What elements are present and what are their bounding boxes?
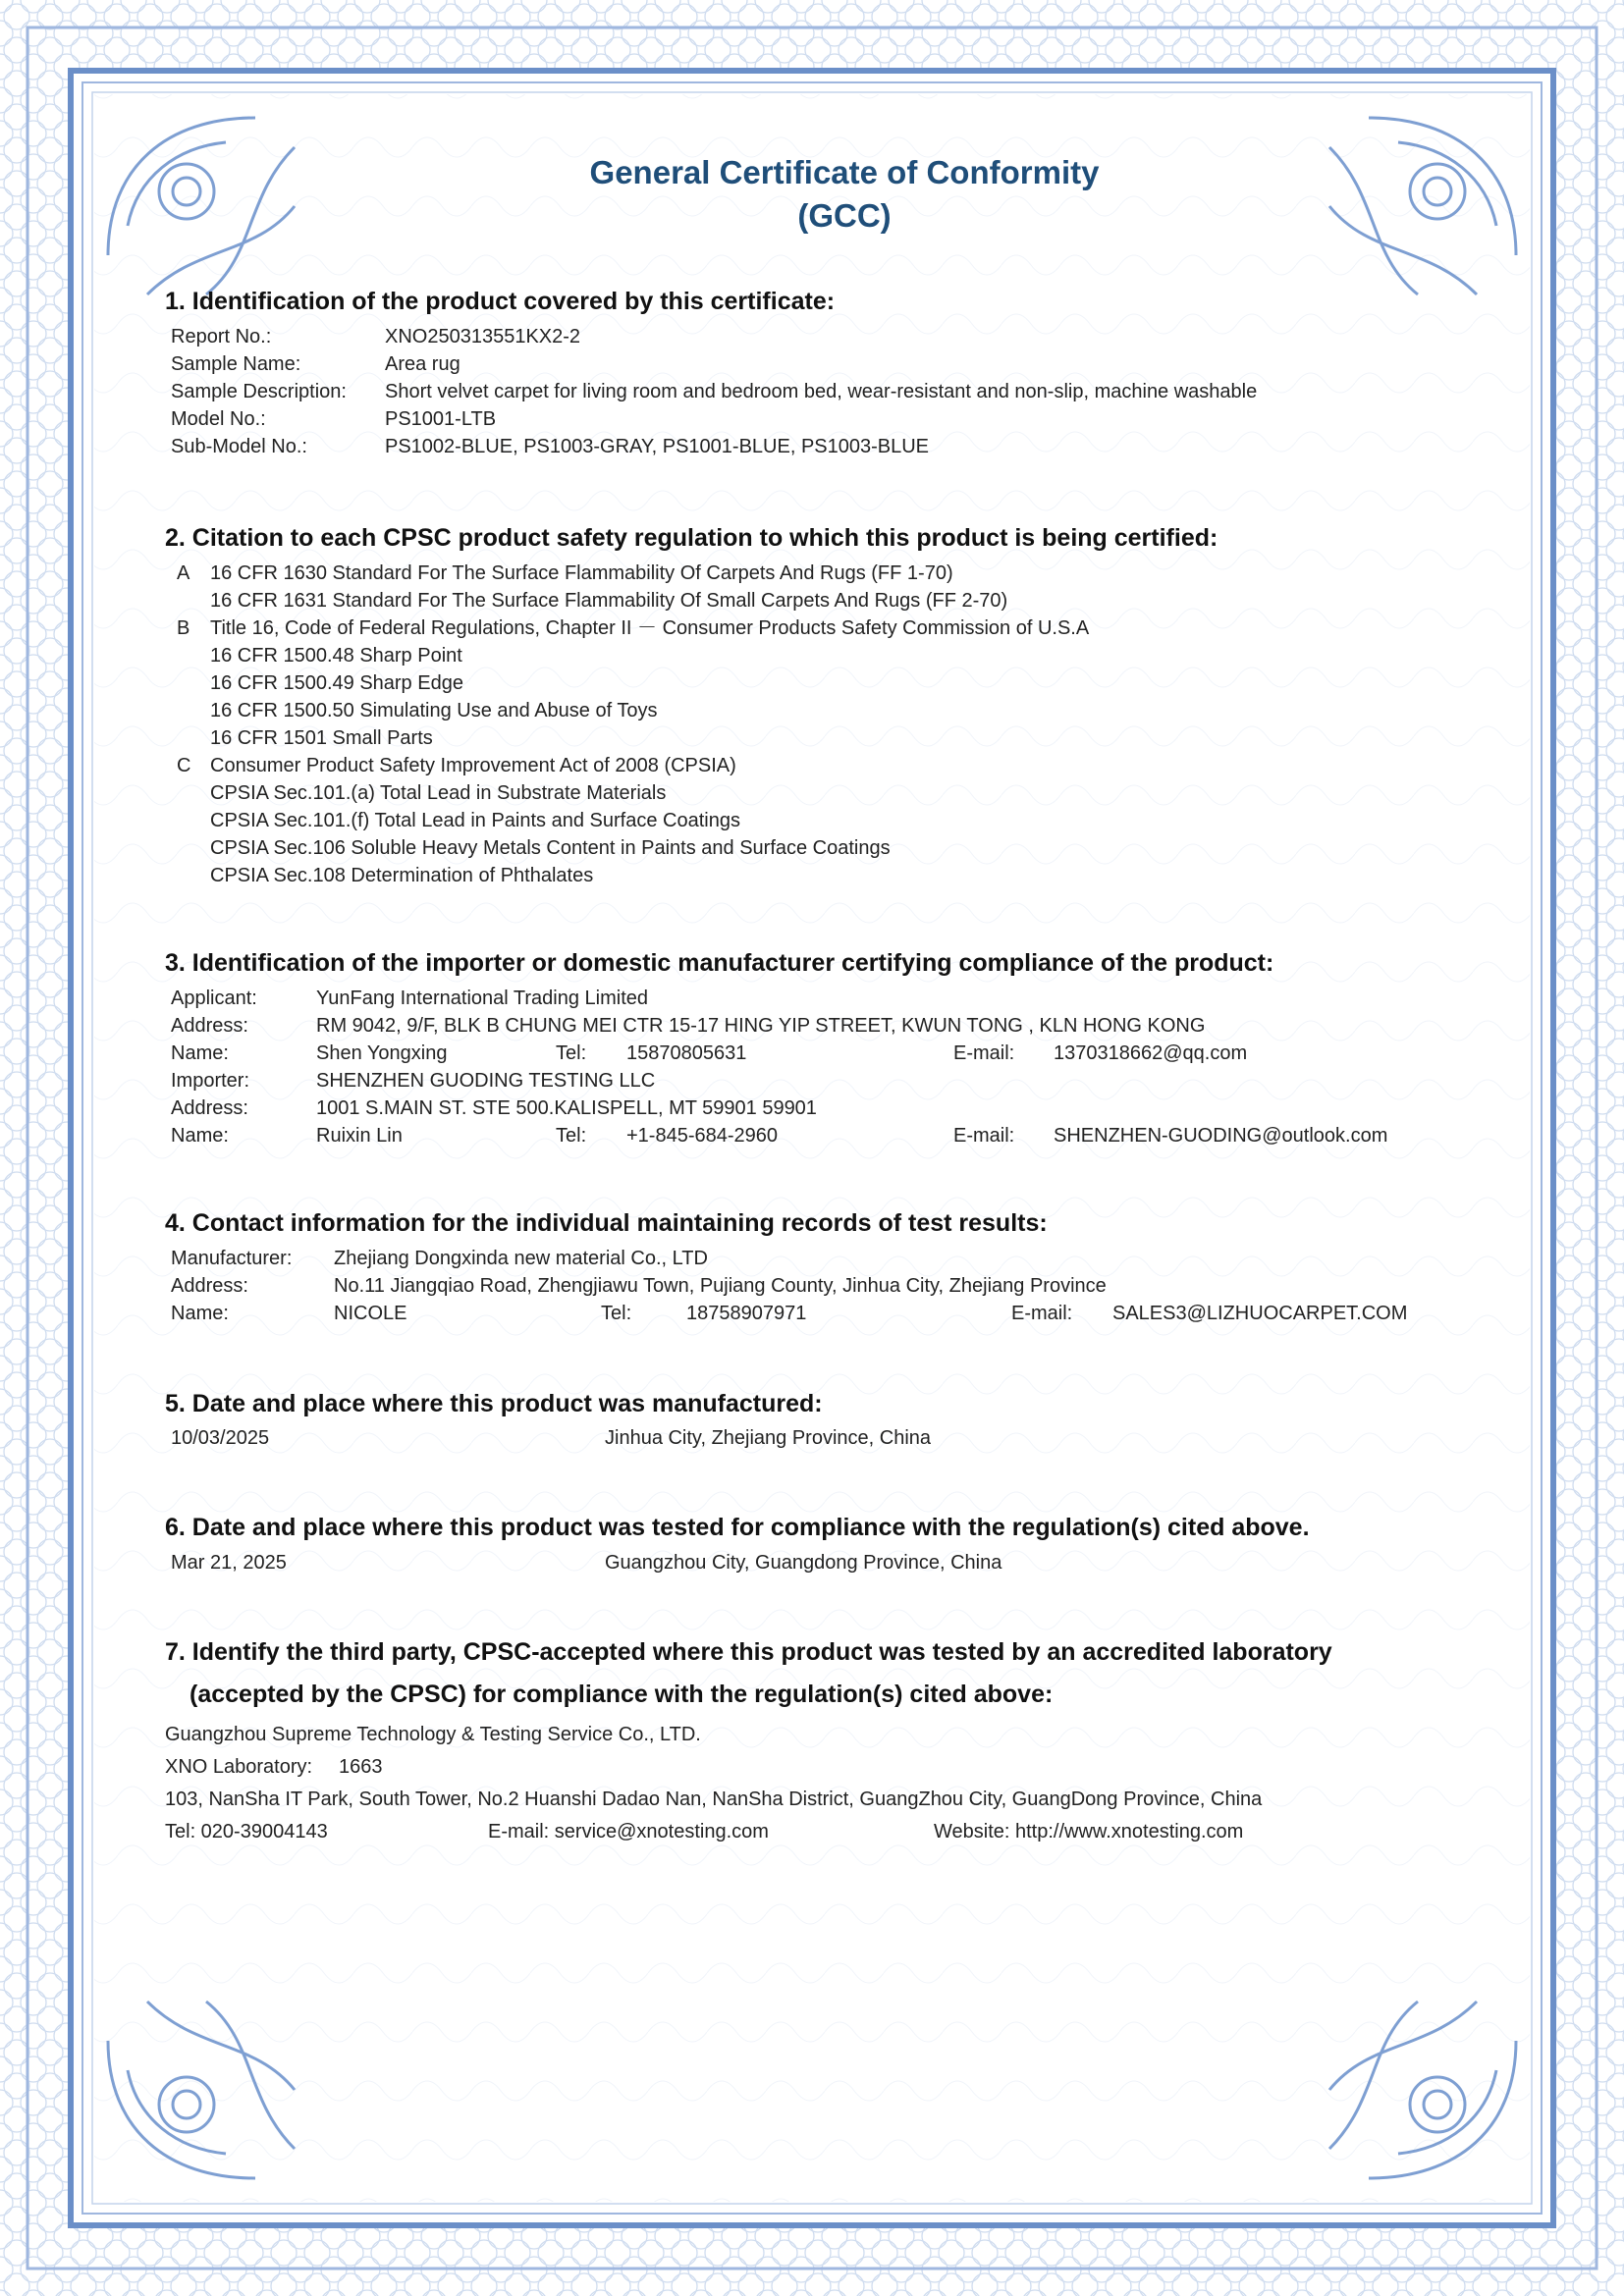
- regulation-item: 16 CFR 1500.48 Sharp Point: [210, 645, 462, 667]
- section6-heading: 6. Date and place where this product was tested for compliance with the regulation(s) cited above.: [165, 1514, 1310, 1541]
- section5-heading: 5. Date and place where this product was manufactured:: [165, 1390, 823, 1417]
- sample-name-value: Area rug: [385, 353, 460, 375]
- section3-heading: 3. Identification of the importer or domestic manufacturer certifying compliance of the product:: [165, 949, 1274, 977]
- model-no-value: PS1001-LTB: [385, 408, 497, 430]
- section2-heading: 2. Citation to each CPSC product safety regulation to which this product is being certified:: [165, 524, 1218, 552]
- test-place: Guangzhou City, Guangdong Province, China: [605, 1552, 1002, 1574]
- manufacture-place: Jinhua City, Zhejiang Province, China: [605, 1427, 932, 1449]
- regulation-item: CPSIA Sec.108 Determination of Phthalates: [210, 865, 594, 886]
- manufacturer-label: Manufacturer:: [171, 1248, 293, 1269]
- importer-tel-label: Tel:: [556, 1125, 587, 1147]
- lab-label: XNO Laboratory:: [165, 1756, 313, 1778]
- importer-name-label: Name:: [171, 1125, 229, 1147]
- importer-tel-value: +1-845-684-2960: [626, 1125, 779, 1147]
- section4-heading: 4. Contact information for the individual maintaining records of test results:: [165, 1209, 1048, 1237]
- regulation-group-mark: B: [177, 617, 190, 639]
- sub-model-no-value: PS1002-BLUE, PS1003-GRAY, PS1001-BLUE, PS1003-BLUE: [385, 436, 930, 457]
- sample-description-label: Sample Description:: [171, 381, 347, 402]
- importer-value: SHENZHEN GUODING TESTING LLC: [316, 1070, 656, 1092]
- importer-email-value: SHENZHEN-GUODING@outlook.com: [1054, 1125, 1388, 1147]
- applicant-address-value: RM 9042, 9/F, BLK B CHUNG MEI CTR 15-17 HING YIP STREET, KWUN TONG , KLN HONG KONG: [316, 1015, 1206, 1037]
- applicant-tel-value: 15870805631: [626, 1042, 747, 1064]
- section7-heading: 7. Identify the third party, CPSC-accepted where this product was tested by an accredited laboratory: [165, 1638, 1332, 1666]
- regulation-item: 16 CFR 1630 Standard For The Surface Flammability Of Carpets And Rugs (FF 1-70): [210, 562, 953, 584]
- lab-company: Guangzhou Supreme Technology & Testing Service Co., LTD.: [165, 1724, 701, 1745]
- manufacture-date: 10/03/2025: [171, 1427, 270, 1449]
- applicant-address-label: Address:: [171, 1015, 248, 1037]
- certificate-subtitle: (GCC): [797, 197, 892, 234]
- manufacturer-tel-value: 18758907971: [686, 1303, 807, 1324]
- applicant-label: Applicant:: [171, 988, 257, 1009]
- report-no-label: Report No.:: [171, 326, 272, 347]
- regulation-group-mark: A: [177, 562, 190, 584]
- manufacturer-tel-label: Tel:: [601, 1303, 632, 1324]
- regulation-item: Consumer Product Safety Improvement Act of 2008 (CPSIA): [210, 755, 736, 776]
- manufacturer-address-value: No.11 Jiangqiao Road, Zhengjiawu Town, Pujiang County, Jinhua City, Zhejiang Province: [334, 1275, 1107, 1297]
- manufacturer-email-label: E-mail:: [1011, 1303, 1073, 1324]
- report-no-value: XNO250313551KX2-2: [385, 326, 581, 347]
- regulation-item: 16 CFR 1501 Small Parts: [210, 727, 433, 749]
- lab-email: E-mail: service@xnotesting.com: [488, 1821, 769, 1842]
- sub-model-no-label: Sub-Model No.:: [171, 436, 307, 457]
- regulation-item: CPSIA Sec.106 Soluble Heavy Metals Content in Paints and Surface Coatings: [210, 837, 891, 859]
- regulation-item: 16 CFR 1500.50 Simulating Use and Abuse of Toys: [210, 700, 658, 721]
- regulation-item: 16 CFR 1631 Standard For The Surface Flammability Of Small Carpets And Rugs (FF 2-70): [210, 590, 1008, 612]
- importer-address-label: Address:: [171, 1097, 248, 1119]
- regulation-item: CPSIA Sec.101.(f) Total Lead in Paints and Surface Coatings: [210, 810, 740, 831]
- lab-address: 103, NanSha IT Park, South Tower, No.2 Huanshi Dadao Nan, NanSha District, GuangZhou City, GuangDong Province, China: [165, 1789, 1263, 1810]
- importer-label: Importer:: [171, 1070, 250, 1092]
- sample-name-label: Sample Name:: [171, 353, 301, 375]
- applicant-value: YunFang International Trading Limited: [316, 988, 648, 1009]
- applicant-name-value: Shen Yongxing: [316, 1042, 448, 1064]
- applicant-tel-label: Tel:: [556, 1042, 587, 1064]
- importer-name-value: Ruixin Lin: [316, 1125, 403, 1147]
- lab-website: Website: http://www.xnotesting.com: [934, 1821, 1244, 1842]
- applicant-email-label: E-mail:: [953, 1042, 1015, 1064]
- section7-heading-continued: (accepted by the CPSC) for compliance with the regulation(s) cited above:: [189, 1681, 1054, 1708]
- regulation-item: Title 16, Code of Federal Regulations, Chapter II － Consumer Products Safety Commission of U.S.A: [210, 617, 1090, 639]
- lab-number: 1663: [339, 1756, 383, 1778]
- regulation-group-mark: C: [177, 755, 191, 776]
- importer-email-label: E-mail:: [953, 1125, 1015, 1147]
- applicant-name-label: Name:: [171, 1042, 229, 1064]
- sample-description-value: Short velvet carpet for living room and bedroom bed, wear-resistant and non-slip, machine washable: [385, 381, 1258, 402]
- regulation-item: CPSIA Sec.101.(a) Total Lead in Substrate Materials: [210, 782, 667, 804]
- model-no-label: Model No.:: [171, 408, 266, 430]
- lab-tel: Tel: 020-39004143: [165, 1821, 328, 1842]
- importer-address-value: 1001 S.MAIN ST. STE 500.KALISPELL, MT 59901 59901: [316, 1097, 817, 1119]
- section1-heading: 1. Identification of the product covered by this certificate:: [165, 288, 836, 315]
- manufacturer-name-label: Name:: [171, 1303, 229, 1324]
- manufacturer-email-value: SALES3@LIZHUOCARPET.COM: [1112, 1303, 1408, 1324]
- manufacturer-name-value: NICOLE: [334, 1303, 407, 1324]
- manufacturer-value: Zhejiang Dongxinda new material Co., LTD: [334, 1248, 708, 1269]
- certificate-title: General Certificate of Conformity: [589, 154, 1100, 190]
- applicant-email-value: 1370318662@qq.com: [1054, 1042, 1248, 1064]
- regulation-item: 16 CFR 1500.49 Sharp Edge: [210, 672, 463, 694]
- manufacturer-address-label: Address:: [171, 1275, 248, 1297]
- test-date: Mar 21, 2025: [171, 1552, 287, 1574]
